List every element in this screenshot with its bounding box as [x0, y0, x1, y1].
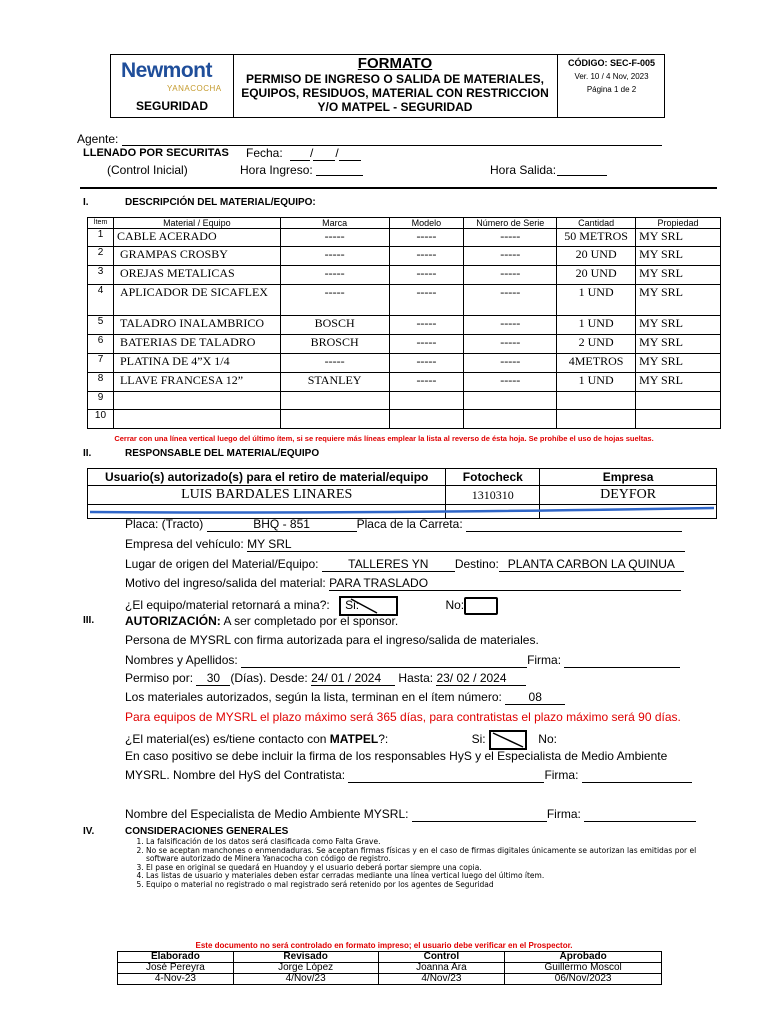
dias-desde-label: (Días). Desde: [230, 671, 308, 685]
matpel-si-label: Si: [471, 732, 486, 747]
carreta-label: Placa de la Carreta: [356, 517, 463, 531]
consideration-item: 1. La falsificación de los datos será clasificada como Falta Grave. [146, 838, 706, 847]
col-marca: Marca [280, 218, 389, 229]
cell-item: 2 [88, 247, 114, 266]
hora-salida-label: Hora Salida: [490, 163, 557, 177]
cell-material[interactable]: CABLE ACERADO [113, 229, 280, 247]
col-usuario: Usuario(s) autorizado(s) para el retiro de material/equipo [88, 469, 446, 486]
doc-page: Página 1 de 2 [586, 85, 637, 94]
document-header [110, 54, 665, 118]
logo-subtitle: YANACOCHA [167, 84, 222, 93]
responsible-header-row [88, 469, 717, 486]
cell-serie[interactable]: ----- [464, 373, 557, 392]
permiso-days[interactable]: 30 [196, 671, 230, 686]
cell-material[interactable] [113, 410, 280, 429]
section1-num: I. [83, 197, 89, 208]
nombres-label: Nombres y Apellidos: [125, 653, 238, 667]
col-material: Material / Equipo [113, 218, 280, 229]
control-date: 4/Nov/23 [378, 974, 505, 985]
especialista-firma-field[interactable] [584, 807, 696, 822]
materials-header-row [88, 218, 721, 229]
retorna-si-checkbox[interactable] [339, 596, 398, 616]
elaborado-name: José Pereyra [118, 963, 234, 974]
fecha-field[interactable]: / / [290, 146, 361, 161]
firma-field[interactable] [564, 653, 680, 668]
hasta-label: Hasta: [398, 671, 434, 685]
cell-modelo[interactable]: ----- [389, 316, 464, 335]
persona-text: Persona de MYSRL con firma autorizada para el ingreso/salida de materiales. [125, 633, 539, 647]
cell-material[interactable]: TALADRO INALAMBRICO [113, 316, 280, 335]
matpel-no-label: No: [538, 732, 557, 747]
cell-serie[interactable] [464, 410, 557, 429]
section3-heading [125, 614, 398, 628]
cell-serie[interactable]: ----- [464, 316, 557, 335]
cell-marca[interactable]: ----- [280, 266, 389, 285]
cell-modelo[interactable]: ----- [389, 285, 464, 316]
firma-label: Firma: [527, 653, 562, 667]
table-row [88, 354, 721, 373]
section1-title: DESCRIPCIÓN DEL MATERIAL/EQUIPO: [125, 197, 316, 208]
col-fotocheck: Fotocheck [446, 469, 540, 486]
approval-dates-row [118, 974, 662, 985]
cell-modelo[interactable] [389, 392, 464, 410]
agente-label: Agente: [77, 132, 119, 146]
logo-cell [111, 55, 234, 117]
cell-cantidad[interactable]: 4METROS [557, 354, 636, 373]
doc-title: PERMISO DE INGRESO O SALIDA DE MATERIALES, EQUIPOS, RESIDUOS, MATERIAL CON RESTRICCION Y/O MATPEL - SEGURIDAD [241, 72, 549, 114]
department-label: SEGURIDAD [135, 99, 208, 113]
retorna-si-label: Si: [345, 598, 360, 612]
cell-cantidad[interactable] [557, 392, 636, 410]
cell-cantidad[interactable]: 20 UND [557, 247, 636, 266]
cell-material[interactable]: GRAMPAS CROSBY [113, 247, 280, 266]
check-mark-icon [341, 598, 396, 614]
table-row [88, 229, 721, 247]
caso-positivo-text: En caso positivo se debe incluir la firma de los responsables HyS y el Especialista de Medio Ambiente [125, 749, 668, 763]
col-modelo: Modelo [389, 218, 464, 229]
cell-item: 10 [88, 410, 114, 429]
cell-propiedad[interactable] [636, 410, 721, 429]
cell-item: 1 [88, 229, 114, 247]
cell-marca[interactable]: ----- [280, 285, 389, 316]
motivo-label: Motivo del ingreso/salida del material: [125, 576, 326, 590]
title-cell [234, 55, 556, 114]
cell-marca[interactable]: STANLEY [280, 373, 389, 392]
cell-cantidad[interactable]: 1 UND [557, 373, 636, 392]
cell-serie[interactable]: ----- [464, 335, 557, 354]
cell-marca[interactable]: BOSCH [280, 316, 389, 335]
cell-modelo[interactable]: ----- [389, 373, 464, 392]
matpel-si-checkbox[interactable] [489, 730, 527, 750]
code-cell [557, 55, 665, 117]
destino-label: Destino: [454, 557, 499, 571]
cell-item: 9 [88, 392, 114, 410]
col-propiedad: Propiedad [636, 218, 721, 229]
hora-salida-field[interactable] [557, 175, 607, 176]
llenado-label: LLENADO POR SECURITAS [83, 147, 229, 159]
col-revisado: Revisado [233, 952, 378, 963]
col-cantidad: Cantidad [557, 218, 636, 229]
cell-cantidad[interactable]: 1 UND [557, 316, 636, 335]
approval-table [117, 951, 662, 985]
elaborado-date: 4-Nov-23 [118, 974, 234, 985]
cell-propiedad[interactable]: MY SRL [636, 229, 721, 247]
cell-marca[interactable] [280, 392, 389, 410]
cell-cantidad[interactable]: 20 UND [557, 266, 636, 285]
cell-propiedad[interactable]: MY SRL [636, 247, 721, 266]
hys-row [125, 768, 692, 783]
revisado-date: 4/Nov/23 [233, 974, 378, 985]
doc-type: FORMATO [357, 55, 433, 72]
cell-marca[interactable]: BROSCH [280, 335, 389, 354]
cell-serie[interactable]: ----- [464, 229, 557, 247]
cell-material[interactable]: BATERIAS DE TALADRO [113, 335, 280, 354]
origen-value[interactable]: TALLERES YN [322, 557, 455, 572]
hys-firma-label: Firma: [544, 768, 579, 782]
approval-header-row [118, 952, 662, 963]
cell-modelo[interactable]: ----- [389, 354, 464, 373]
plazo-note: Para equipos de MYSRL el plazo máximo será 365 días, para contratistas el plazo máximo será 90 días. [125, 710, 681, 724]
consideration-item: 5. Equipo o material no registrado o mal registrado será retenido por los agentes de Seguridad [146, 881, 706, 890]
desde-value[interactable]: 24/ 01 / 2024 [311, 671, 395, 686]
section2-title: RESPONSABLE DEL MATERIAL/EQUIPO [125, 448, 320, 459]
matpel-bold: MATPEL [329, 732, 379, 747]
cell-item: 4 [88, 285, 114, 316]
empresa-vehiculo-label: Empresa del vehículo: [125, 537, 244, 551]
cell-modelo[interactable]: ----- [389, 335, 464, 354]
divider [80, 187, 717, 189]
col-control: Control [378, 952, 505, 963]
placa-label: Placa: (Tracto) [125, 517, 204, 531]
aprobado-name: Guillermo Moscol [505, 963, 662, 974]
table-row [88, 335, 721, 354]
cell-propiedad[interactable]: MY SRL [636, 354, 721, 373]
cell-modelo[interactable]: ----- [389, 247, 464, 266]
cell-material[interactable] [113, 392, 280, 410]
retorna-label: ¿El equipo/material retornará a mina?: [125, 598, 330, 613]
consideration-item: 3. El pase en original se quedará en Huandoy y el usuario deberá portar siempre una copia. [146, 864, 706, 873]
hora-ingreso-label: Hora Ingreso: [240, 163, 313, 177]
cell-marca[interactable]: ----- [280, 229, 389, 247]
section3-title: AUTORIZACIÓN: [125, 614, 221, 628]
destino-value[interactable]: PLANTA CARBON LA QUINUA [499, 557, 684, 572]
especialista-row [125, 807, 696, 822]
col-item: Ítem [88, 218, 114, 229]
hys-firma-field[interactable] [582, 768, 692, 783]
col-serie: Número de Serie [464, 218, 557, 229]
cell-marca[interactable]: ----- [280, 247, 389, 266]
nombres-row [125, 653, 680, 668]
cell-modelo[interactable] [389, 410, 464, 429]
cell-modelo[interactable]: ----- [389, 229, 464, 247]
retorna-no-checkbox[interactable] [464, 597, 498, 615]
materials-table [87, 217, 721, 429]
footer-warning: Este documento no será controlado en formato impreso; el usuario debe verificar en el Prospector. [195, 941, 573, 950]
blue-pen-line [88, 504, 718, 516]
matpel-row [125, 730, 557, 750]
cell-serie[interactable]: ----- [464, 247, 557, 266]
col-empresa: Empresa [540, 469, 717, 486]
terminan-row [125, 690, 565, 705]
consideration-item: 4. Las listas de usuario y materiales deben estar cerradas mediante una línea vertical luego del último ítem. [146, 872, 706, 881]
cell-cantidad[interactable] [557, 410, 636, 429]
table-row [88, 266, 721, 285]
agente-field[interactable] [122, 145, 662, 146]
col-aprobado: Aprobado [505, 952, 662, 963]
cell-propiedad[interactable]: MY SRL [636, 335, 721, 354]
table-row [88, 316, 721, 335]
matpel-label-pre: ¿El material(es) es/tiene contacto con [125, 732, 327, 747]
cell-material[interactable]: OREJAS METALICAS [113, 266, 280, 285]
placa-value[interactable]: BHQ - 851 [207, 517, 357, 532]
empresa-value[interactable]: DEYFOR [540, 486, 717, 505]
cell-cantidad[interactable]: 1 UND [557, 285, 636, 316]
list-closure-note: Cerrar con una línea vertical luego del último ítem, si se requiere más líneas emplear la lista al reverso de ésta hoja. Se prohíbe el uso de hojas sueltas. [114, 434, 654, 443]
section3-num: III. [83, 615, 95, 626]
section4-title: CONSIDERACIONES GENERALES [125, 826, 289, 837]
hasta-value[interactable]: 23/ 02 / 2024 [436, 671, 526, 686]
cell-serie[interactable] [464, 392, 557, 410]
cell-propiedad[interactable]: MY SRL [636, 266, 721, 285]
cell-propiedad[interactable]: MY SRL [636, 316, 721, 335]
revisado-name: Jorge López [233, 963, 378, 974]
cell-material[interactable]: LLAVE FRANCESA 12” [113, 373, 280, 392]
cell-item: 7 [88, 354, 114, 373]
cell-serie[interactable]: ----- [464, 266, 557, 285]
especialista-field[interactable] [412, 807, 547, 822]
cell-marca[interactable] [280, 410, 389, 429]
table-row [88, 373, 721, 392]
terminan-value[interactable]: 08 [505, 690, 565, 705]
section4-num: IV. [83, 826, 95, 837]
motivo-row [125, 576, 681, 591]
fecha-label: Fecha: [246, 146, 283, 160]
origen-row [125, 557, 684, 572]
cell-material[interactable]: PLATINA DE 4”X 1/4 [113, 354, 280, 373]
terminan-label: Los materiales autorizados, según la lista, terminan en el ítem número: [125, 690, 502, 704]
fotocheck-value[interactable]: 1310310 [446, 486, 540, 505]
cell-marca[interactable]: ----- [280, 354, 389, 373]
permiso-row [125, 671, 526, 686]
table-row [88, 410, 721, 429]
responsible-row [88, 486, 717, 505]
newmont-logo: Newmont [121, 59, 212, 82]
placa-row [125, 517, 682, 532]
cell-modelo[interactable]: ----- [389, 266, 464, 285]
matpel-label-post: ?: [378, 732, 389, 747]
cell-material[interactable]: APLICADOR DE SICAFLEX [113, 285, 280, 316]
cell-serie[interactable]: ----- [464, 354, 557, 373]
table-row [88, 392, 721, 410]
control-inicial-label: (Control Inicial) [107, 163, 188, 177]
control-name: Joanna Ara [378, 963, 505, 974]
especialista-label: Nombre del Especialista de Medio Ambiente MYSRL: [125, 807, 409, 821]
empresa-vehiculo-row [125, 537, 685, 552]
cell-item: 8 [88, 373, 114, 392]
cell-cantidad[interactable]: 2 UND [557, 335, 636, 354]
section3-subtitle: A ser completado por el sponsor. [223, 614, 399, 628]
doc-code: CÓDIGO: SEC-F-005 [567, 58, 655, 68]
retorna-row [125, 596, 498, 616]
section2-num: II. [83, 448, 92, 459]
nombres-field[interactable] [241, 653, 527, 668]
table-row [88, 247, 721, 266]
permiso-label: Permiso por: [125, 671, 194, 685]
aprobado-date: 06/Nov/2023 [505, 974, 662, 985]
motivo-value[interactable]: PARA TRASLADO [329, 576, 681, 591]
hys-label: MYSRL. Nombre del HyS del Contratista: [125, 768, 346, 782]
cell-item: 5 [88, 316, 114, 335]
col-elaborado: Elaborado [118, 952, 234, 963]
empresa-vehiculo-value[interactable]: MY SRL [247, 537, 685, 552]
especialista-firma-label: Firma: [546, 807, 581, 821]
cell-propiedad[interactable]: MY SRL [636, 285, 721, 316]
cell-propiedad[interactable] [636, 392, 721, 410]
cell-item: 6 [88, 335, 114, 354]
doc-version: Ver. 10 / 4 Nov, 2023 [574, 72, 649, 81]
check-mark-icon [491, 732, 525, 748]
carreta-field[interactable] [466, 517, 682, 532]
hora-ingreso-field[interactable] [316, 175, 363, 176]
approval-names-row [118, 963, 662, 974]
origen-label: Lugar de origen del Material/Equipo: [125, 557, 319, 571]
considerations-list [125, 838, 706, 889]
cell-serie[interactable]: ----- [464, 285, 557, 316]
hys-field[interactable] [348, 768, 544, 783]
consideration-item: 2. No se aceptan manchones o enmendaduras. Se aceptan firmas físicas y en el caso de firmas digitales únicamente se autorizan las emitidas por el software autorizado de Minera Yanacocha con código de registro. [146, 847, 706, 864]
table-row [88, 285, 721, 316]
usuario-value[interactable]: LUIS BARDALES LINARES [88, 486, 446, 505]
cell-cantidad[interactable]: 50 METROS [557, 229, 636, 247]
retorna-no-label: No: [445, 598, 465, 613]
cell-propiedad[interactable]: MY SRL [636, 373, 721, 392]
cell-item: 3 [88, 266, 114, 285]
